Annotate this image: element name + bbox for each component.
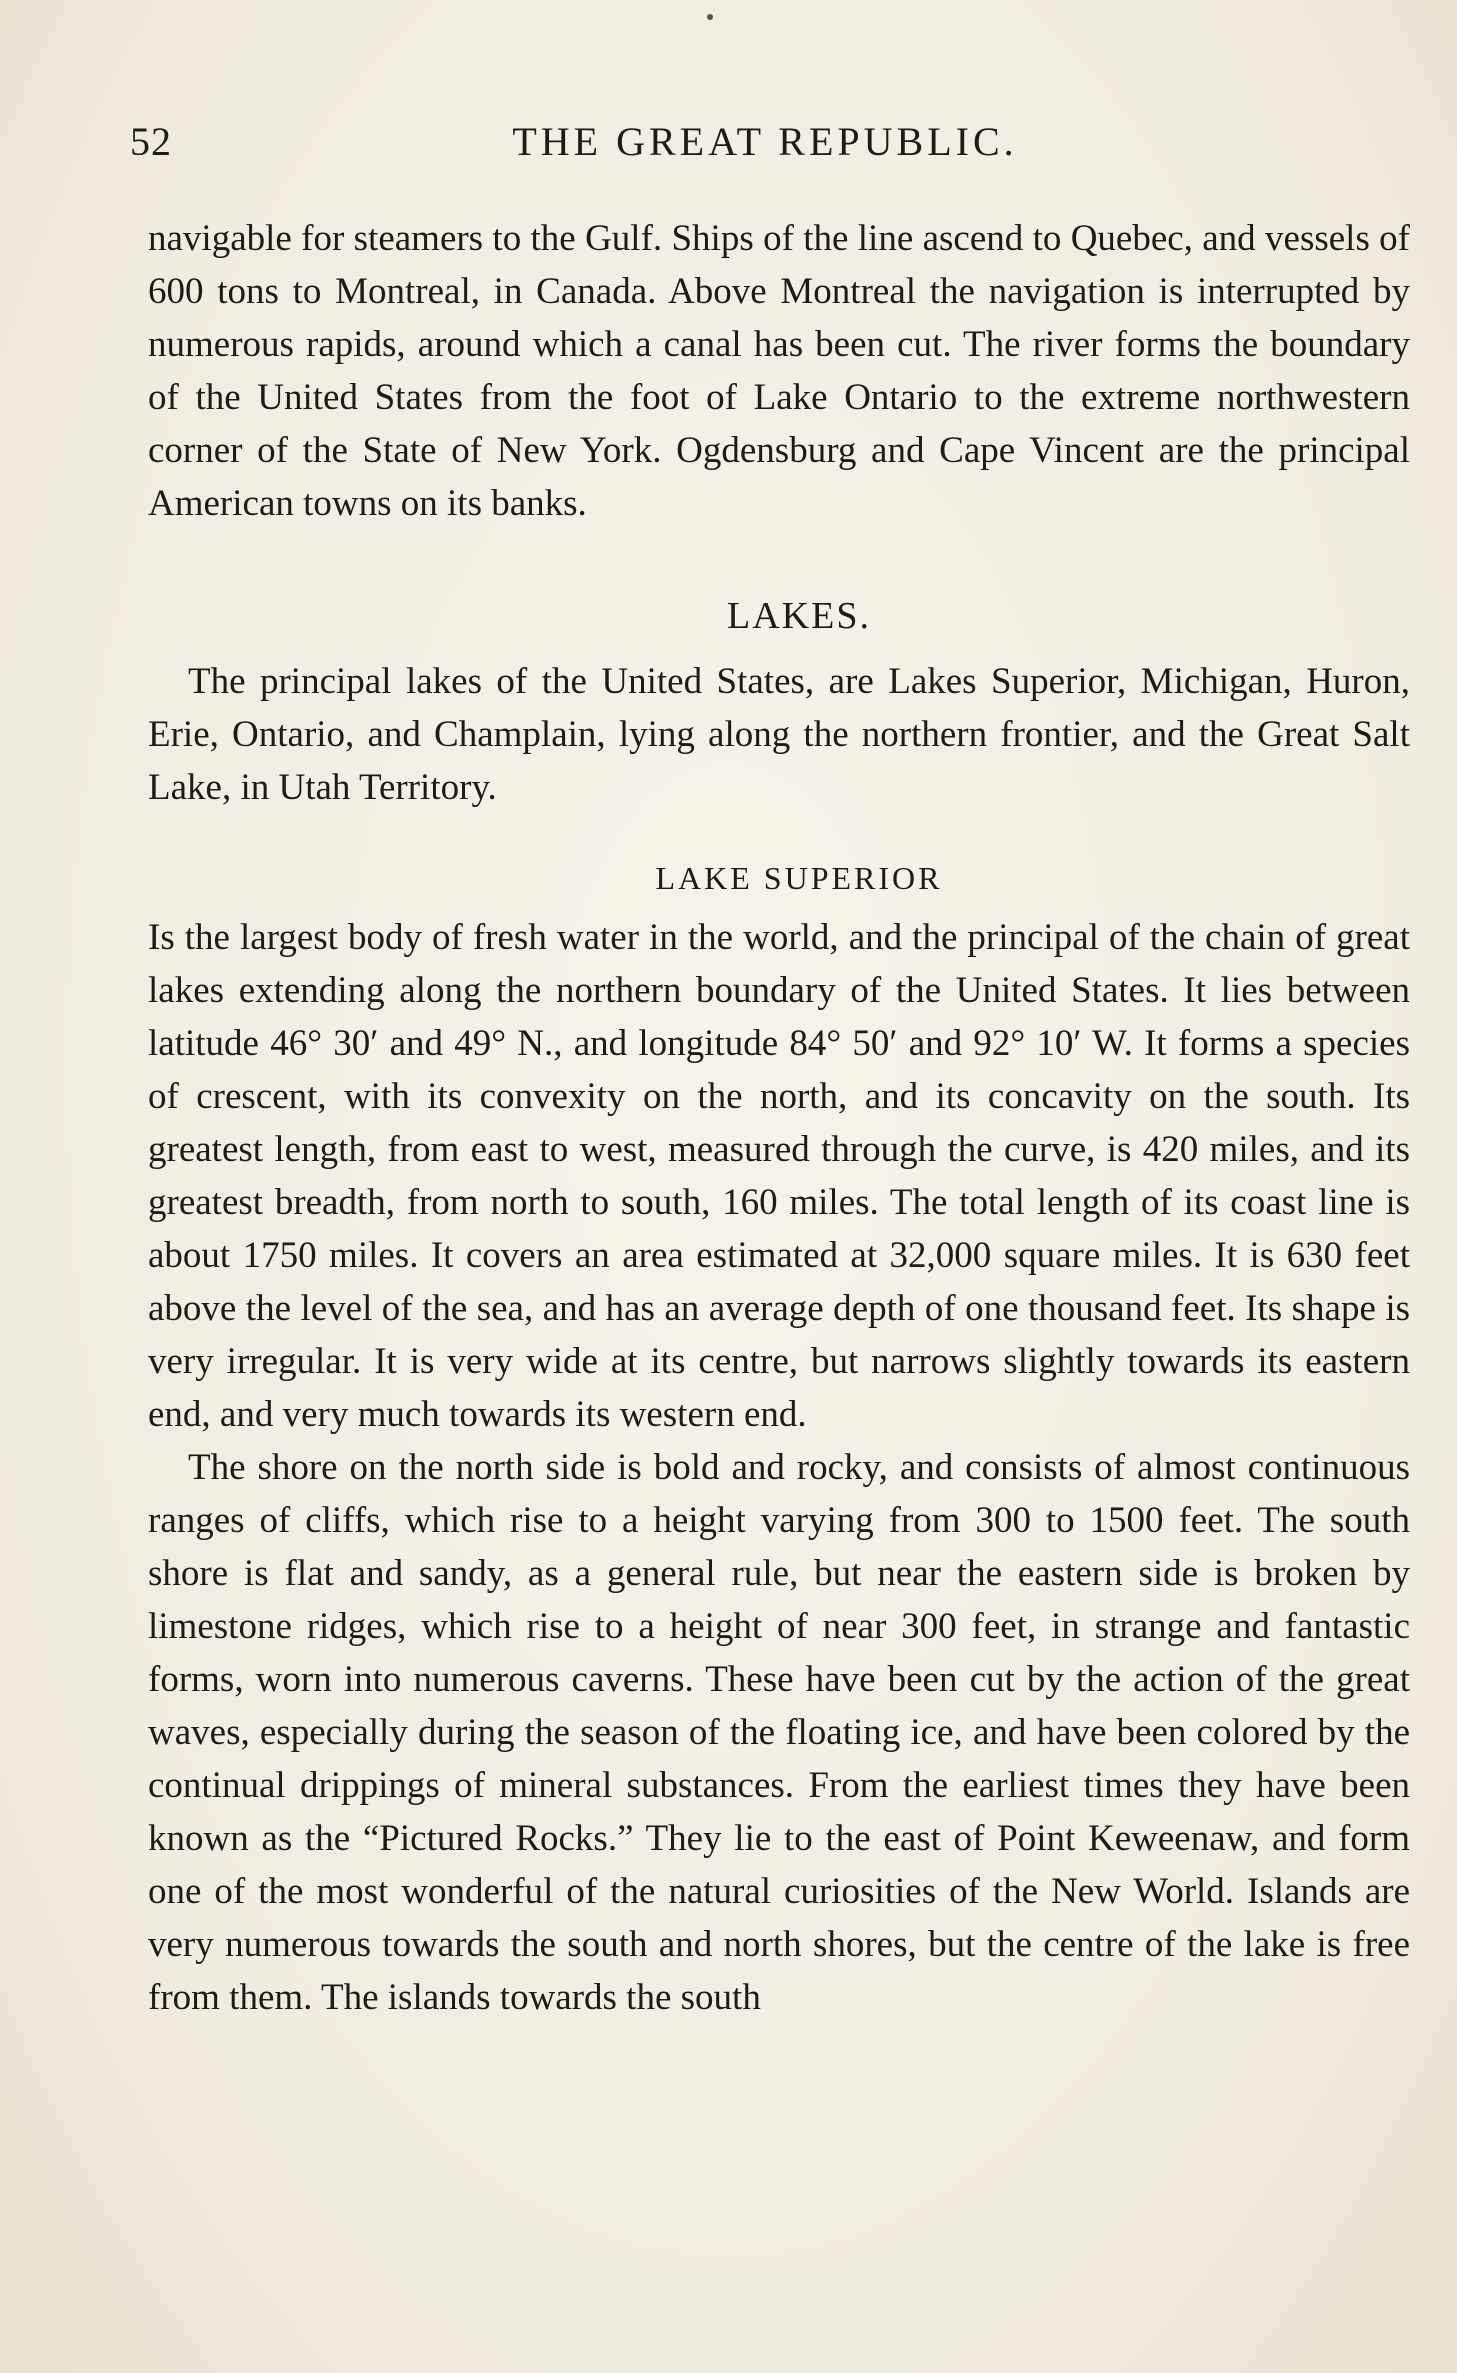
paragraph-superior-2: The shore on the north side is bold and rocky, and consists of almost continuous ranges of cliffs, which rise to a height varying from 300 to 1500 feet. The south shore is flat and sandy, as a general rule, but near the eastern side is broken by limestone ridges, which rise to a height of near 300 feet, in strange and fantastic forms, worn into numerous caverns. These have been cut by the action of the great waves, especially during the season of the floating ice, and have been colored by the continual drippings of mineral substances. From the earliest times they have been known as the “Pictured Rocks.” They lie to the east of Point Keweenaw, and form one of the most wonderful of the natural curiosities of the New World. Islands are very numerous towards the south and north shores, but the centre of the lake is free from them. The islands towards the south — [148, 1447, 1410, 2018]
running-title: THE GREAT REPUBLIC. — [512, 119, 1018, 164]
page-body — [148, 212, 1410, 2024]
section-heading-lakes: LAKES. — [727, 595, 871, 637]
section-heading-lake-superior: LAKE SUPERIOR — [655, 860, 943, 896]
paragraph-superior-1: Is the largest body of fresh water in the world, and the principal of the chain of great lakes extending along the northern boundary of the United States. It lies between latitude 46° 30′ and 49° N., and longitude 84° 50′ and 92° 10′ W. It forms a species of crescent, with its convexity on the north, and its concavity on the south. Its greatest length, from east to west, measured through the curve, is 420 miles, and its greatest breadth, from north to south, 160 miles. The total length of its coast line is about 1750 miles. It covers an area estimated at 32,000 square miles. It is 630 feet above the level of the sea, and has an average depth of one thousand feet. Its shape is very irregular. It is very wide at its centre, but narrows slightly towards its eastern end, and very much towards its western end. — [148, 917, 1410, 1435]
paragraph-continued: navigable for steamers to the Gulf. Ships of the line ascend to Quebec, and vessels of 600 tons to Montreal, in Canada. Above Montreal the navigation is interrupted by numerous rapids, around which a canal has been cut. The river forms the boundary of the United States from the foot of Lake Ontario to the extreme northwestern corner of the State of New York. Ogdensburg and Cape Vincent are the principal American towns on its banks. — [148, 218, 1410, 524]
page-header — [130, 118, 1360, 178]
printer-mark — [707, 14, 713, 20]
paragraph-lakes: The principal lakes of the United States, are Lakes Superior, Michigan, Huron, Erie, Ontario, and Champlain, lying along the northern frontier, and the Great Salt Lake, in Utah Territory. — [148, 661, 1410, 808]
page-number: 52 — [130, 119, 172, 164]
